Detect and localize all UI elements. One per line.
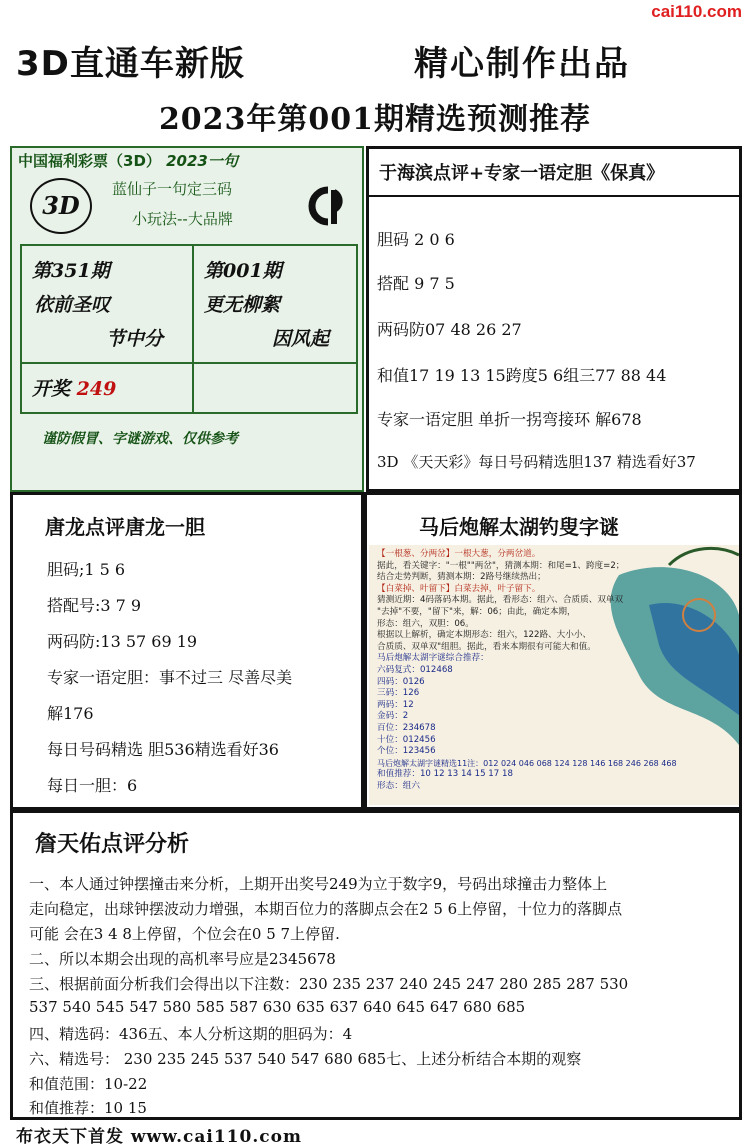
analysis-line: 537 540 545 547 580 585 587 630 635 637 640 645 647 680 685	[29, 998, 526, 1016]
riddle-text-line: 形态：组六	[377, 780, 420, 791]
analysis-line: 和值推荐：10 15	[29, 1099, 147, 1117]
riddle-analysis-image	[369, 545, 739, 805]
analysis-line: 和值范围：10-22	[29, 1075, 148, 1093]
expert-line: 和值17 19 13 15跨度5 6组三77 88 44	[377, 366, 667, 385]
prev-riddle-line2: 节中分	[106, 328, 164, 350]
lottery-brand-logo-icon	[308, 184, 352, 228]
riddle-text-line: 合质质、双单双"组胆。据此，看来本期很有可能大和值。	[377, 641, 596, 652]
analysis-line: 可能 会在3 4 8上停留，个位会在0 5 7上停留.	[29, 925, 340, 943]
page-subtitle: 2023年第001期精选预测推荐	[158, 102, 592, 137]
analysis-line: 走向稳定，出球钟摆波动力增强，本期百位力的落脚点会在2 5 6上停留，十位力的落脚点	[29, 900, 623, 918]
tanglong-line: 两码防:13 57 69 19	[47, 632, 198, 651]
grid-divider-horizontal	[22, 362, 358, 364]
expert-line: 两码防07 48 26 27	[377, 320, 522, 339]
analysis-line: 二、所以本期会出现的高机率号应是2345678	[29, 950, 336, 968]
cur-issue: 第001期	[204, 260, 282, 282]
riddle-text-line: 形态：组六，双胆：06。	[377, 618, 474, 629]
ticket-grid	[20, 244, 358, 414]
mahoupao-title: 马后炮解太湖钓叟字谜	[419, 515, 619, 539]
riddle-text-line: 结合走势判断，猜测本期：2路号继续热出；	[377, 572, 546, 583]
ticket-header-year: 2023一句	[166, 152, 238, 170]
ticket-slogan-2: 小玩法--大品牌	[132, 210, 233, 228]
tanglong-title: 唐龙点评唐龙一胆	[45, 515, 205, 539]
zhantianyou-title: 詹天佑点评分析	[35, 831, 190, 857]
grid-divider-vertical	[192, 246, 194, 414]
riddle-text-line: 据此，看关键字："一根""两岔"，猜测本期：和尾=1、跨度=2；	[377, 560, 625, 571]
zhantianyou-panel	[10, 810, 742, 1120]
cur-riddle-line1: 更无柳絮	[204, 294, 281, 316]
footer-credit: 布衣天下首发 www.cai110.com	[16, 1127, 302, 1147]
analysis-line: 四、精选码：436五、本人分析这期的胆码为：4	[29, 1025, 353, 1043]
page-title-left: 3D直通车新版	[16, 44, 245, 84]
3d-logo-icon: 3D	[30, 178, 92, 234]
riddle-text-line: 马后炮解太湖字谜综合推荐：	[377, 653, 489, 664]
riddle-text-line: 猜测近期：4码落码本期。据此，看形态：组六、合质质、双单双	[377, 595, 624, 606]
watermark: cai110.com	[651, 2, 742, 21]
riddle-text-line: 六码复式：012468	[377, 664, 453, 675]
expert-panel-yuhaibin	[366, 146, 742, 492]
ticket-header-text: 中国福利彩票（3D）	[18, 152, 161, 170]
riddle-text-line: 【一根葱、分两岔】一根大葱，分两岔道。	[377, 549, 541, 559]
analysis-line: 三、根据前面分析我们会得出以下注数：230 235 237 240 245 247 280 285 287 530	[29, 975, 629, 993]
prev-riddle-line1: 依前圣叹	[34, 294, 111, 316]
riddle-text-line: 金码：2	[377, 711, 409, 722]
riddle-text-line: 两码：12	[377, 699, 414, 710]
riddle-text-line: 个位：123456	[377, 746, 436, 757]
draw-result	[32, 374, 116, 401]
riddle-text-line: 三码：126	[377, 688, 420, 699]
expert-line: 3D 《天天彩》每日号码精选胆137 精选看好37	[377, 453, 696, 471]
draw-value: 249	[76, 378, 117, 400]
lottery-ticket-panel	[10, 146, 364, 492]
expert-panel-header: 于海滨点评+专家一语定胆《保真》	[379, 163, 665, 184]
riddle-text-line: 四码：0126	[377, 676, 425, 687]
mahoupao-panel	[364, 492, 742, 810]
analysis-line: 一、本人通过钟摆撞击来分析，上期开出奖号249为立于数字9，号码出球撞击力整体上	[29, 875, 608, 893]
riddle-text-line: 马后炮解太湖字谜精选11注：012 024 046 068 124 128 146 168 246 268 468	[377, 758, 677, 768]
riddle-text-line: "去掉"不要，"留下"来，解：06；由此，确定本期，	[377, 606, 576, 617]
tanglong-panel	[10, 492, 364, 810]
tanglong-line: 胆码;1 5 6	[47, 560, 126, 579]
expert-line: 胆码 2 0 6	[377, 230, 455, 249]
prev-issue: 第351期	[32, 260, 110, 282]
riddle-text-line: 根据以上解析，确定本期形态：组六，122路、大小小、	[377, 630, 592, 641]
page-title-right: 精心制作出品	[414, 44, 630, 84]
tanglong-line: 每日一胆：6	[47, 776, 138, 795]
divider	[369, 195, 739, 197]
riddle-text-line: 十位：012456	[377, 734, 436, 745]
tanglong-line: 解176	[47, 704, 94, 723]
expert-line: 搭配 9 7 5	[377, 274, 455, 293]
cur-riddle-line2: 因风起	[272, 328, 330, 350]
ticket-header	[18, 150, 238, 171]
tanglong-line: 搭配号:3 7 9	[47, 596, 142, 615]
ticket-footer: 谨防假冒、字谜游戏、仅供参考	[42, 431, 238, 447]
riddle-text-line: 和值推荐：10 12 13 14 15 17 18	[377, 769, 513, 780]
draw-label: 开奖	[32, 378, 71, 400]
expert-line: 专家一语定胆 单折一拐弯接环 解678	[377, 410, 642, 429]
riddle-text-line: 【白菜掉、叶留下】白菜去掉，叶子留下。	[377, 583, 541, 594]
riddle-text-line: 百位：234678	[377, 722, 436, 733]
analysis-line: 六、精选号： 230 235 245 537 540 547 680 685七、上述分析结合本期的观察	[29, 1050, 582, 1068]
tanglong-line: 专家一语定胆：事不过三 尽善尽美	[47, 668, 293, 687]
tanglong-line: 每日号码精选 胆536精选看好36	[47, 740, 279, 759]
ticket-slogan-1: 蓝仙子一句定三码	[112, 180, 233, 198]
